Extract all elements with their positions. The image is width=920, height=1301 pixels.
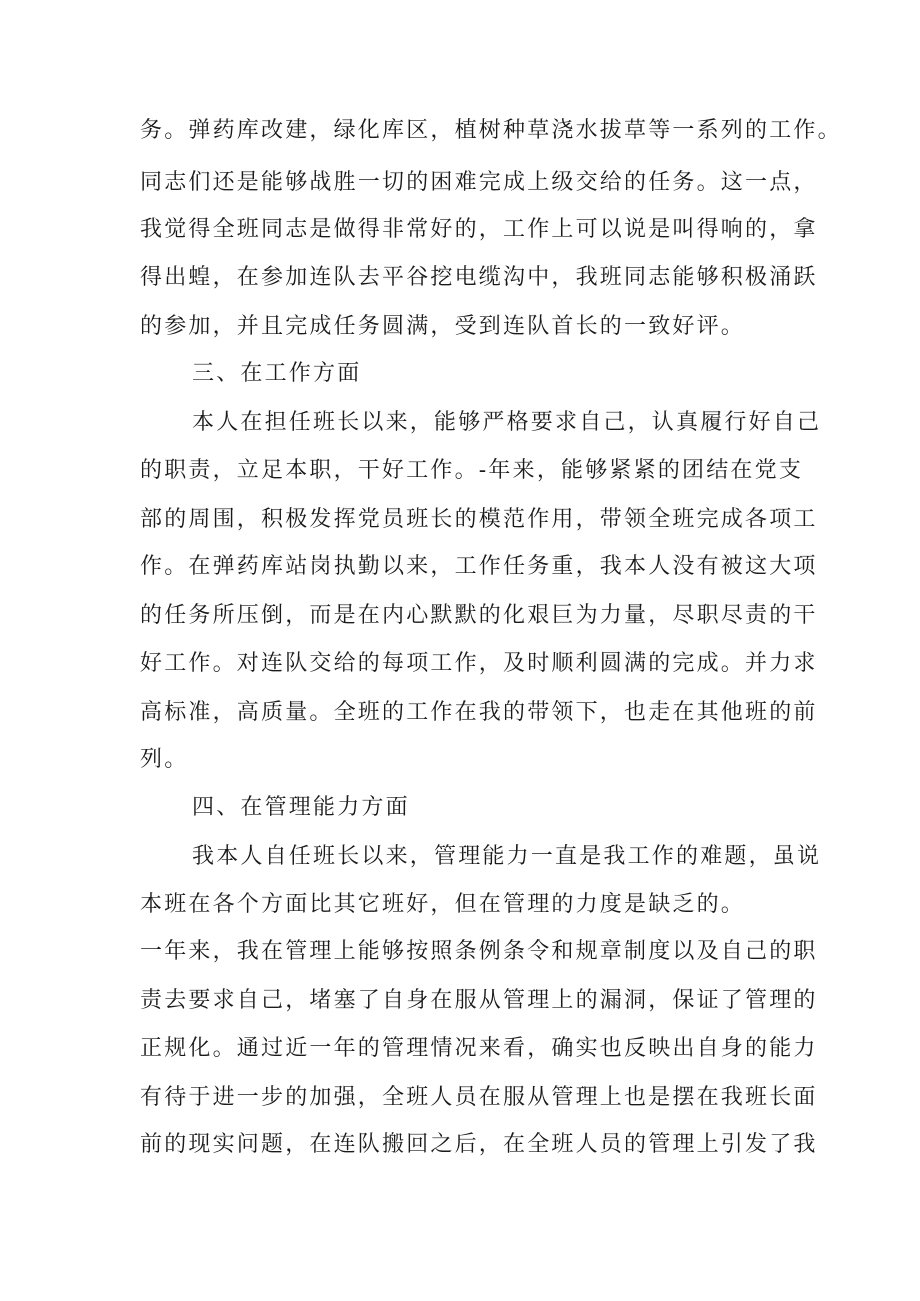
- paragraph-first-line: 本人在担任班长以来，能够严格要求自己，认真履行好自己: [192, 410, 822, 435]
- text-line: 得出蝗，在参加连队去平谷挖电缆沟中，我班同志能够积极涌跃: [140, 265, 818, 290]
- paragraph-first-line: 我本人自任班长以来，管理能力一直是我工作的难题，虽说: [192, 844, 822, 869]
- text-line: 务。弹药库改建，绿化库区，植树种草浇水拔草等一系列的工作。: [140, 118, 842, 143]
- text-line: 好工作。对连队交给的每项工作，及时顺利圆满的完成。并力求: [140, 651, 818, 676]
- section-heading: 三、在工作方面: [192, 361, 362, 386]
- text-line: 前的现实问题，在连队搬回之后，在全班人员的管理上引发了我: [140, 1132, 818, 1157]
- text-line: 我觉得全班同志是做得非常好的，工作上可以说是叫得响的，拿: [140, 217, 818, 242]
- text-line: 有待于进一步的加强，全班人员在服从管理上也是摆在我班长面: [140, 1085, 818, 1110]
- text-line: 的任务所压倒，而是在内心默默的化艰巨为力量，尽职尽责的干: [140, 603, 818, 628]
- text-line: 部的周围，积极发挥党员班长的模范作用，带领全班完成各项工: [140, 507, 818, 532]
- text-line: 的职责，立足本职，干好工作。-年来，能够紧紧的团结在党支: [140, 458, 804, 483]
- text-line: 一年来，我在管理上能够按照条例条令和规章制度以及自己的职: [140, 939, 818, 964]
- text-line: 责去要求自己，堵塞了自身在服从管理上的漏洞，保证了管理的: [140, 988, 818, 1013]
- text-line: 同志们还是能够战胜一切的困难完成上级交给的任务。这一点，: [140, 170, 818, 195]
- text-line: 高标准，高质量。全班的工作在我的带领下，也走在其他班的前: [140, 700, 818, 725]
- section-heading: 四、在管理能力方面: [192, 795, 410, 820]
- text-line: 列。: [140, 747, 189, 772]
- text-line: 正规化。通过近一年的管理情况来看，确实也反映出自身的能力: [140, 1036, 818, 1061]
- text-line: 本班在各个方面比其它班好，但在管理的力度是缺乏的。: [140, 892, 746, 917]
- text-line: 作。在弹药库站岗执勤以来，工作任务重，我本人没有被这大项: [140, 554, 818, 579]
- text-line: 的参加，并且完成任务圆满，受到连队首长的一致好评。: [140, 314, 746, 339]
